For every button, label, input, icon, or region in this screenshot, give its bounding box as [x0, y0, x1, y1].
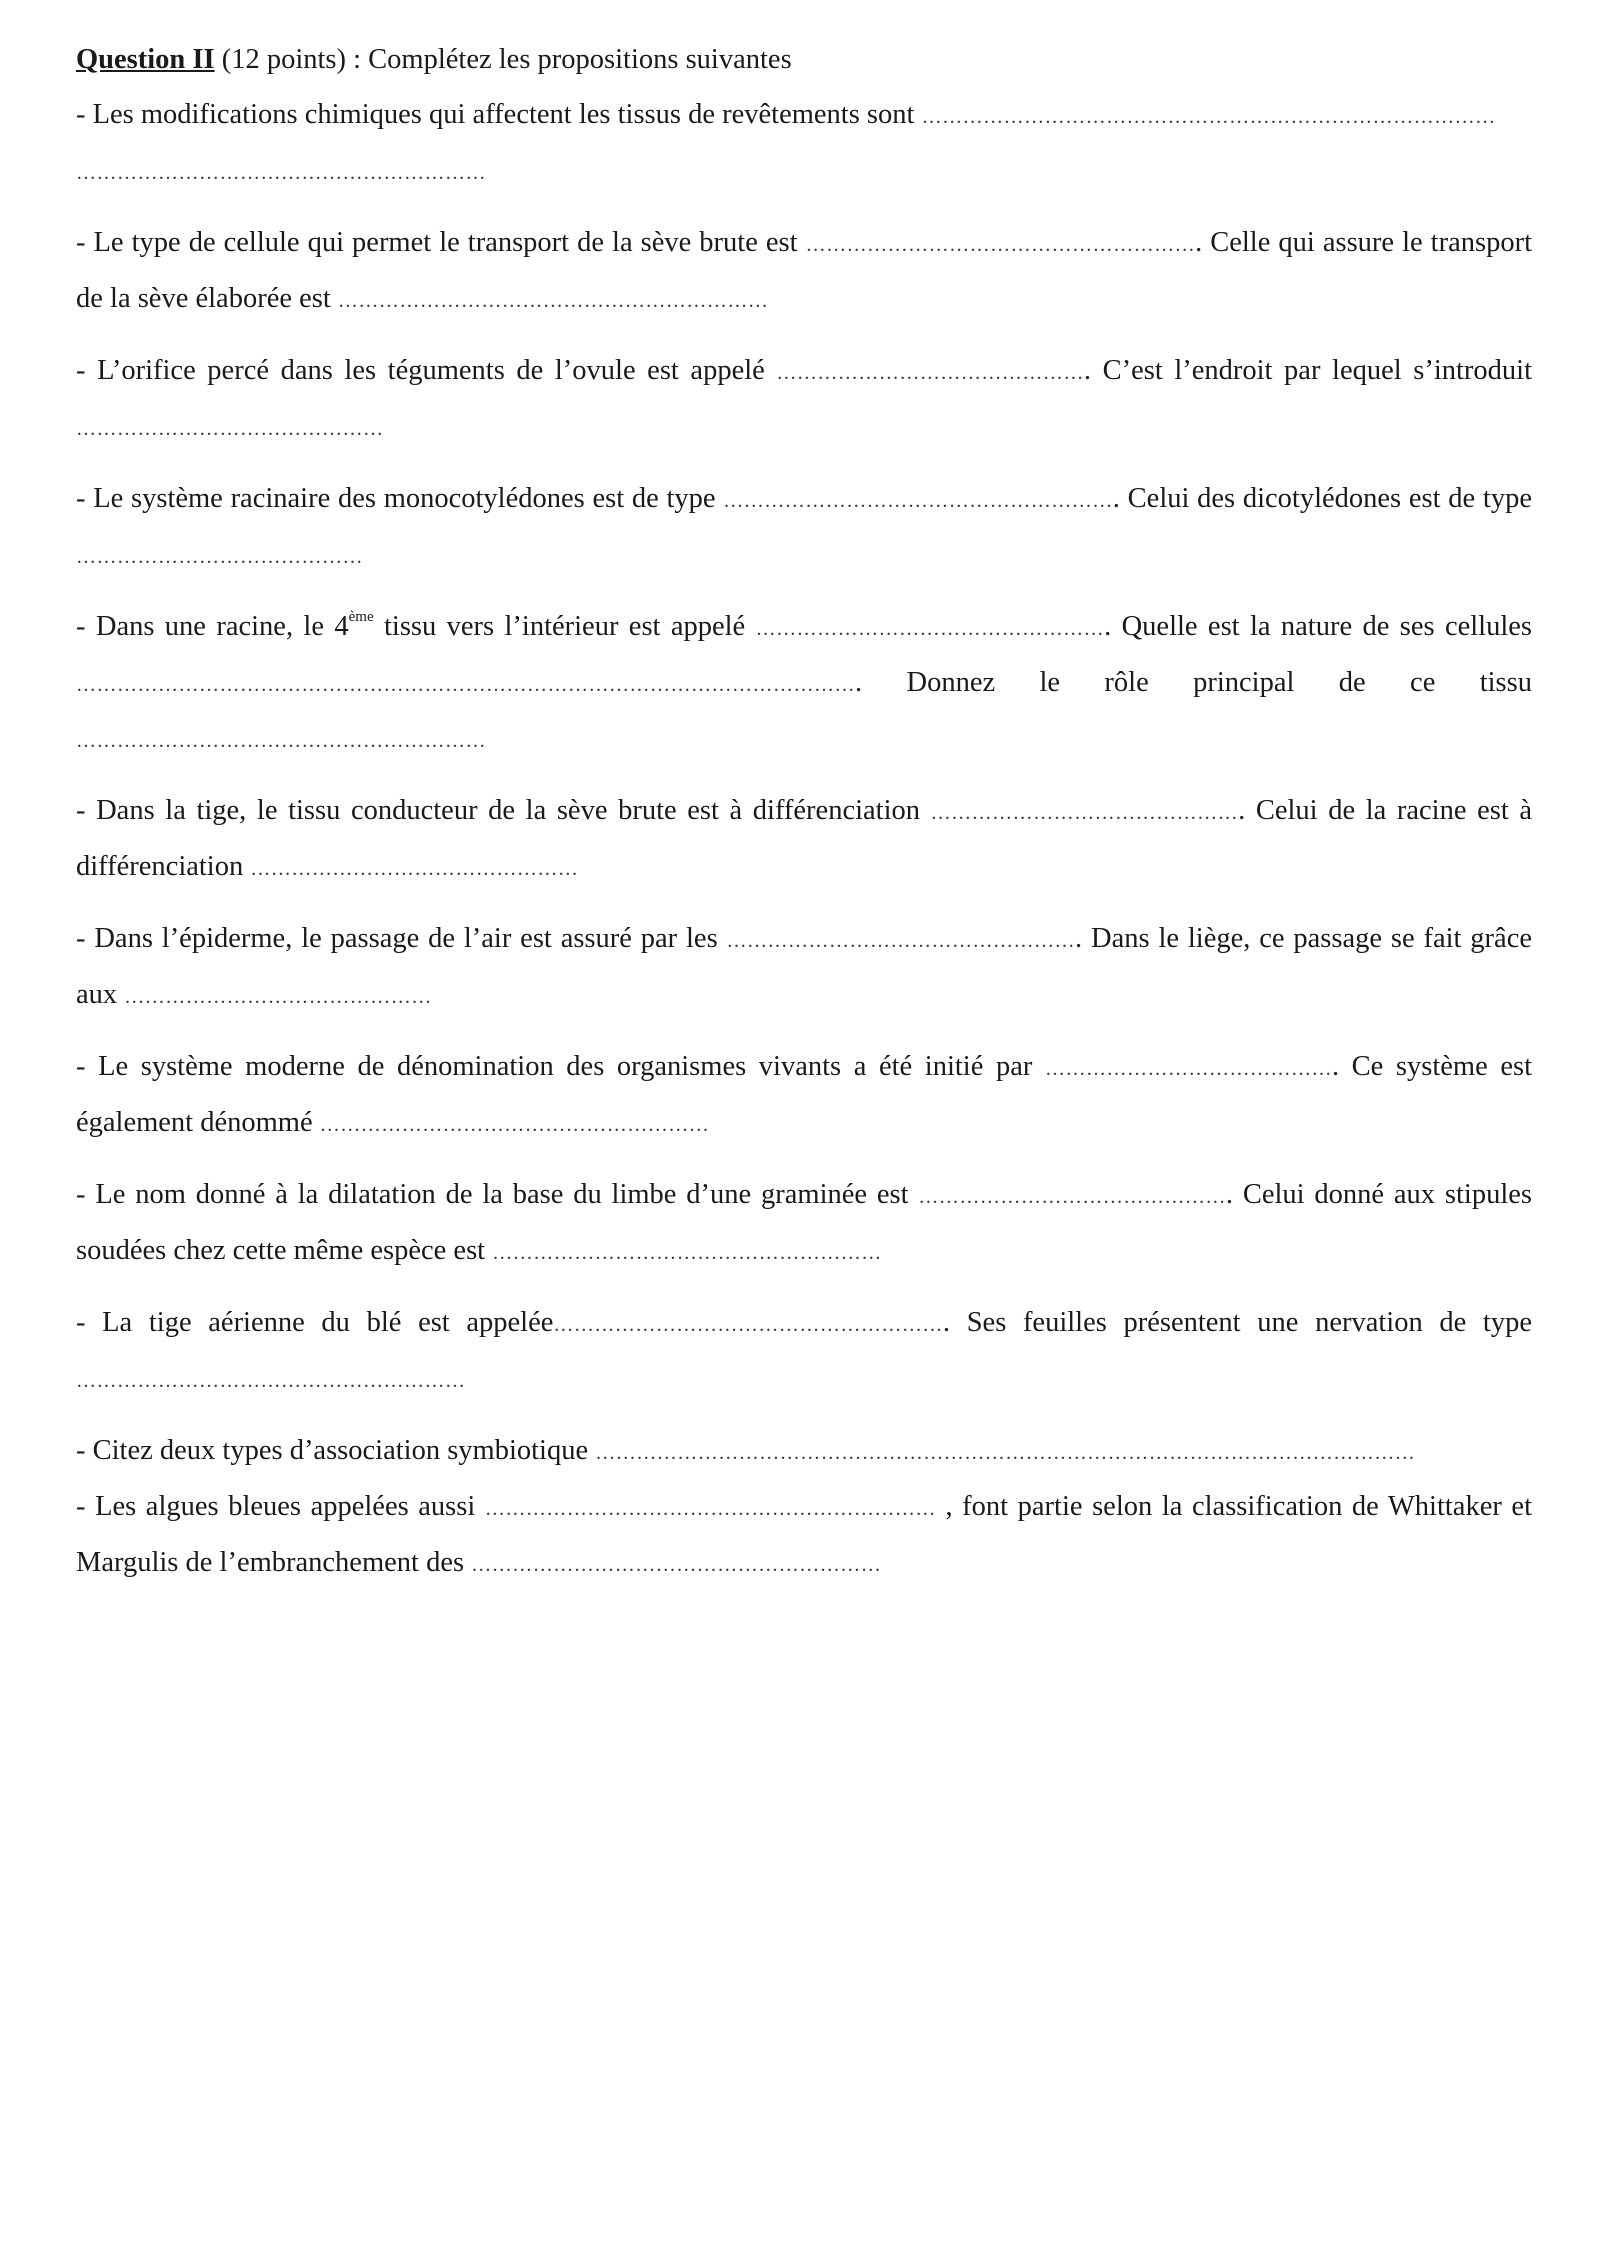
answer-blank[interactable]: ………………………………………… [250, 858, 579, 880]
answer-blank[interactable]: ……………………………………… [124, 986, 432, 1008]
proposition-8 [76, 1040, 1532, 1152]
proposition-text: . C’est l’endroit par lequel s’introduit [1083, 355, 1532, 386]
proposition-text: - Dans une racine, le 4 [76, 611, 349, 642]
answer-blank[interactable]: ……………………………………………………… [337, 290, 769, 312]
proposition-text: . Celle qui assure le transport de la sève élaborée est [76, 227, 1532, 314]
answer-blank[interactable]: ………………………………………………… [805, 234, 1196, 256]
answer-blank[interactable]: …………………………………… [1044, 1058, 1332, 1080]
answer-blank[interactable]: …………………………………………… [755, 618, 1105, 640]
proposition-text: - La tige aérienne du blé est appelée [76, 1307, 554, 1338]
proposition-text: , font partie selon la classification de Whittaker et Margulis de l’embranchement des [76, 1491, 1532, 1578]
proposition-text: - Dans la tige, le tissu conducteur de la sève brute est à différenciation [76, 795, 931, 826]
answer-blank[interactable]: …………………………………………………… [76, 730, 486, 752]
proposition-text: tissu vers l’intérieur est appelé [373, 611, 756, 642]
proposition-text: . Dans le liège, ce passage se fait grâce aux [76, 923, 1532, 1010]
answer-blank[interactable]: ……………………………………… [918, 1186, 1226, 1208]
proposition-text: - Le nom donné à la dilatation de la base du limbe d’une graminée est [76, 1179, 919, 1210]
proposition-4 [76, 472, 1532, 584]
superscript: ème [348, 609, 374, 625]
proposition-11 [76, 1424, 1532, 1480]
proposition-6 [76, 784, 1532, 896]
answer-blank[interactable]: ………………………………………………………………………………………………………… [595, 1442, 1416, 1464]
proposition-text: - Le système moderne de dénomination des organismes vivants a été initié par [76, 1051, 1045, 1082]
proposition-text: . Quelle est la nature de ses cellules [1104, 611, 1533, 642]
proposition-7 [76, 912, 1532, 1024]
question-heading [76, 32, 1532, 88]
proposition-9 [76, 1168, 1532, 1280]
answer-blank[interactable]: ………………………………………………………………………… [921, 106, 1496, 128]
proposition-text: . Celui de la racine est à différenciation [76, 795, 1532, 882]
answer-blank[interactable]: ………………………………………………………… [484, 1498, 936, 1520]
answer-blank[interactable]: …………………………………………… [726, 930, 1076, 952]
proposition-text: - L’orifice percé dans les téguments de l’ovule est appelé [76, 355, 777, 386]
question-instruction: : Complétez les propositions suivantes [353, 44, 792, 75]
proposition-3 [76, 344, 1532, 456]
answer-blank[interactable]: ………………………………………………… [553, 1314, 943, 1336]
answer-blank[interactable]: ………………………………………………… [319, 1114, 710, 1136]
proposition-text: - Citez deux types d’association symbiotique [76, 1435, 596, 1466]
proposition-12 [76, 1480, 1532, 1592]
proposition-text: . Donnez le rôle principal de ce tissu [855, 667, 1532, 698]
proposition-text: . Ce système est également dénommé [76, 1051, 1532, 1138]
answer-blank[interactable]: ……………………………………… [930, 802, 1239, 824]
answer-blank[interactable]: ……………………………………… [76, 418, 384, 440]
proposition-10 [76, 1296, 1532, 1408]
answer-blank[interactable]: …………………………………………………………………………………………………… [76, 674, 855, 696]
answer-blank[interactable]: ………………………………………………… [723, 490, 1113, 512]
proposition-2 [76, 216, 1532, 328]
proposition-1 [76, 88, 1532, 200]
question-label: Question II [76, 44, 215, 75]
answer-blank[interactable]: …………………………………………………… [76, 162, 486, 184]
proposition-text: . Ses feuilles présentent une nervation de type [942, 1307, 1532, 1338]
question-points: (12 points) [214, 44, 354, 75]
proposition-text: - Le système racinaire des monocotylédones est de type [76, 483, 724, 514]
proposition-5 [76, 600, 1532, 768]
answer-blank[interactable]: …………………………………………………… [471, 1554, 882, 1576]
proposition-text: . Celui des dicotylédones est de type [1112, 483, 1532, 514]
exam-page [76, 32, 1532, 1608]
proposition-text: - Le type de cellule qui permet le transport de la sève brute est [76, 227, 806, 258]
answer-blank[interactable]: ………………………………………………… [76, 1370, 466, 1392]
answer-blank[interactable]: ………………………………………………… [492, 1242, 882, 1264]
proposition-text: - Dans l’épiderme, le passage de l’air est assuré par les [76, 923, 727, 954]
answer-blank[interactable]: …………………………………… [76, 546, 363, 568]
proposition-text: - Les modifications chimiques qui affectent les tissus de revêtements sont [76, 99, 922, 130]
proposition-text: . Celui donné aux stipules soudées chez cette même espèce est [76, 1179, 1532, 1266]
answer-blank[interactable]: ……………………………………… [776, 362, 1084, 384]
proposition-text: - Les algues bleues appelées aussi [76, 1491, 485, 1522]
